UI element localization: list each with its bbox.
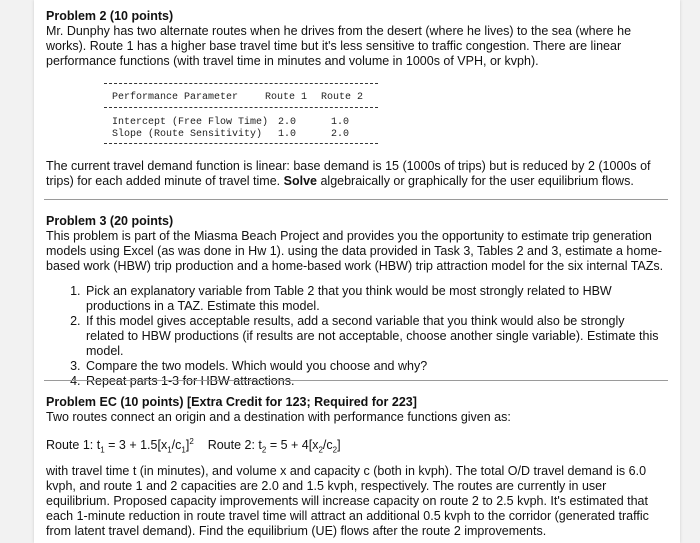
problem-3-title: Problem 3 (20 points) (46, 214, 174, 228)
table-bottom-rule (104, 143, 378, 144)
document-page (34, 0, 680, 543)
table-header-rule (104, 107, 378, 108)
table-row-value: 2.0 (278, 117, 297, 128)
route-equations (46, 434, 666, 458)
problem-3-list (66, 284, 662, 389)
table-row-value: 2.0 (331, 129, 350, 140)
table-top-rule (104, 83, 378, 84)
route1-equation: Route 1: $t_1 = 3 + 1.5[x_1/c_1]^2$ (46, 437, 194, 455)
table-header-route1: Route 1 (265, 92, 308, 103)
problem-2-section (46, 9, 666, 69)
demand-paragraph (46, 159, 666, 189)
table-row-label: Intercept (Free Flow Time) (112, 117, 269, 128)
problem-ec-intro: Two routes connect an origin and a destination with performance functions given as: (46, 410, 511, 424)
table-header-route2: Route 2 (321, 92, 364, 103)
section-divider (44, 199, 668, 200)
problem-3-section (46, 214, 666, 274)
problem-2-title: Problem 2 (10 points) (46, 9, 174, 23)
problem-ec-section (46, 395, 666, 425)
table-row-value: 1.0 (331, 117, 350, 128)
solve-rest: algebraically or graphically for the user equilibrium flows. (320, 174, 634, 188)
list-item: 4. Repeat parts 1-3 for HBW attractions. (84, 374, 662, 389)
list-item: 3. Compare the two models. Which would you choose and why? (84, 359, 662, 374)
problem-ec-body-text: with travel time t (in minutes), and volume x and capacity c (both in kvph). The total O/D travel demand is 6.0 kvph, and route 1 and 2 capacities are 2.0 and 1.5 kvph, respectively. The routes are currently in user equilibrium. Proposed capacity improvements will increase capacity on route 2 to 2.5 kvph. It's estimated that each 1-minute reduction in route travel time will attract an additional 0.5 kvph to the corridor (generated traffic from latent travel demand). Find the equilibrium (UE) flows after the route 2 improvements. (46, 464, 649, 538)
demand-text: The current travel demand function is linear: base demand is 15 (1000s of trips) but is reduced by 2 (1000s of trips) for each added minute of travel time. (46, 159, 651, 188)
problem-ec-title: Problem EC (10 points) [Extra Credit for 123; Required for 223] (46, 395, 417, 409)
list-item: 2. If this model gives acceptable results, add a second variable that you think would also be strongly related to HBW productions (if results are not acceptable, choose another single variable). Estimate this model. (84, 314, 662, 359)
table-header-parameter: Performance Parameter (112, 92, 239, 103)
list-item: 1. Pick an explanatory variable from Table 2 that you think would be most strongly related to HBW productions in a TAZ. Estimate this model. (84, 284, 662, 314)
route2-equation: Route 2: $t_2 = 5 + 4[x_2/c_2]$ (207, 438, 341, 455)
table-row-label: Slope (Route Sensitivity) (112, 129, 263, 140)
section-divider (44, 380, 668, 381)
problem-2-intro: Mr. Dunphy has two alternate routes when he drives from the desert (where he lives) to the sea (where he works). Route 1 has a higher base travel time but it's less sensitive to traffic congestion. There are linear performance functions (with travel time in minutes and volume in 1000s of VPH, or kvph). (46, 24, 632, 68)
problem-3-intro: This problem is part of the Miasma Beach Project and provides you the opportunity to estimate trip generation models using Excel (as was done in Hw 1). using the data provided in Task 3, Tables 2 and 3, estimate a home-based work (HBW) trip production and a home-based work (HBW) trip attraction model for the six internal TAZs. (46, 229, 664, 273)
solve-bold: Solve (283, 174, 317, 188)
problem-ec-body (46, 464, 666, 539)
table-row-value: 1.0 (278, 129, 297, 140)
